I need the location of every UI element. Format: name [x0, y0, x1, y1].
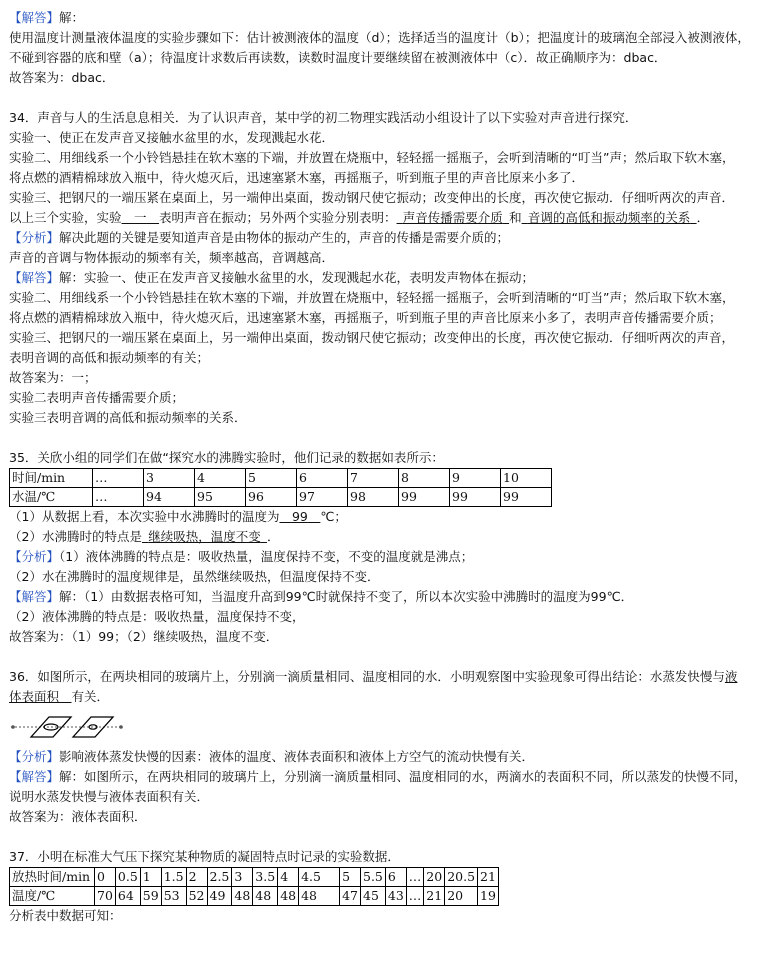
- table-cell: 6: [297, 469, 348, 488]
- table-row: [10, 469, 552, 488]
- table-row: [10, 488, 552, 507]
- q34-fenxi-line-1: 【分析】解决此题的关键是要知道声音是由物体的振动产生的，声音的传播是需要介质的；: [9, 230, 510, 245]
- table-cell: 5.5: [361, 868, 386, 887]
- q35-blank-2: 继续吸热，温度不变: [148, 529, 261, 544]
- table-cell: 3: [232, 868, 253, 887]
- q35-jieda-2: （2）液体沸腾的特点是：吸收热量，温度保持不变，: [9, 609, 305, 624]
- table-cell: 99: [450, 488, 501, 507]
- document-page: [9, 8, 767, 926]
- q34-line-2: 实验二、用细线系一个小铃铛悬挂在软木塞的下端，并放置在烧瓶中，轻轻摇一摇瓶子，会听到清晰的“叮当”声；然后取下软木塞，: [9, 150, 735, 165]
- q36-title-1: 36．如图所示，在两块相同的玻璃片上，分别滴一滴质量相同、温度相同的水．小明观察图中实验现象可得出结论：水蒸发快慢与液: [9, 669, 738, 684]
- table-cell: 10: [501, 469, 552, 488]
- table-cell: 9: [450, 469, 501, 488]
- table-cell: 0: [95, 868, 116, 887]
- q34-answer-3: 实验三表明音调的高低和振动频率的关系．: [9, 410, 247, 425]
- table-cell: 45: [361, 887, 386, 906]
- table-cell: 52: [186, 887, 207, 906]
- fenxi-tag: 【分析】: [9, 549, 60, 564]
- q35-fenxi-2: （2）水在沸腾时的温度规律是，虽然继续吸热，但温度保持不变．: [9, 569, 380, 584]
- table-cell: 95: [195, 488, 246, 507]
- table-cell: 19: [478, 887, 499, 906]
- q35-data-table: [9, 468, 552, 507]
- q34-jieda-line-5: 表明音调的高低和振动频率的有关；: [9, 350, 210, 365]
- table-cell: 99: [399, 488, 450, 507]
- q34-line-3: 将点燃的酒精棉球放入瓶中，待火熄灭后，迅速塞紧木塞，再摇瓶子，听到瓶子里的声音比原来小多了．: [9, 170, 585, 185]
- table-cell: 4: [278, 868, 299, 887]
- table-cell: 59: [140, 887, 161, 906]
- dot-left: [11, 725, 15, 729]
- table-row: [10, 887, 499, 906]
- table-cell: 99: [501, 488, 552, 507]
- table-cell: 64: [115, 887, 140, 906]
- table-cell: 48: [299, 887, 340, 906]
- table-cell: 94: [144, 488, 195, 507]
- q34-fenxi-line-2: 声音的音调与物体振动的频率有关，频率越高，音调越高．: [9, 250, 335, 265]
- table-cell: 97: [297, 488, 348, 507]
- table-cell: 水温/℃: [10, 488, 93, 507]
- table-cell: 21: [478, 868, 499, 887]
- table-cell: 温度/℃: [10, 887, 95, 906]
- jieda-tag: 【解答】: [9, 270, 60, 285]
- table-cell: 48: [232, 887, 253, 906]
- table-cell: 4: [195, 469, 246, 488]
- q33-jieda-line: [9, 8, 767, 28]
- table-cell: 8: [399, 469, 450, 488]
- q37-tail: 分析表中数据可知：: [9, 908, 122, 923]
- table-cell: 4.5: [299, 868, 340, 887]
- q36-answer: 故答案为：液体表面积．: [9, 809, 147, 824]
- q34-jieda-line-4: 实验三、把钢尺的一端压紧在桌面上，另一端伸出桌面，拨动钢尺使它振动；改变伸出的长度，再次使它振动．仔细听两次的声音，: [9, 330, 735, 345]
- table-row: [10, 868, 499, 887]
- table-cell: …: [93, 469, 144, 488]
- table-cell: 49: [207, 887, 232, 906]
- table-cell: 1.5: [161, 868, 186, 887]
- table-cell: …: [406, 887, 424, 906]
- table-cell: 43: [385, 887, 406, 906]
- q34-jieda-line-3: 将点燃的酒精棉球放入瓶中，待火熄灭后，迅速塞紧木塞，再摇瓶子，听到瓶子里的声音比原来小多了，表明声音传播需要介质；: [9, 310, 722, 325]
- q33-line-1: 使用温度计测量液体温度的实验步骤如下：估计被测液体的温度（d）；选择适当的温度计（b）；把温度计的玻璃泡全部浸入被测液体，: [9, 30, 750, 45]
- table-cell: 时间/min: [10, 469, 93, 488]
- q36-jieda-2: 说明水蒸发快慢与液体表面积有关．: [9, 789, 210, 804]
- q34-answer-1: 故答案为：一；: [9, 370, 97, 385]
- jieda-tag: 【解答】: [9, 589, 60, 604]
- q37-data-table: [9, 867, 499, 906]
- q36-blank-a: 液: [724, 669, 738, 684]
- q35-title: 35．关欣小组的同学们在做“探究水的沸腾实验时，他们记录的数据如表所示：: [9, 450, 444, 465]
- q34-jieda-line-1: 【解答】解：实验一、使正在发声音叉接触水盆里的水，发现溅起水花，表明发声物体在振动；: [9, 270, 535, 285]
- q33-answer: 故答案为：dbac．: [9, 70, 115, 85]
- q34-blank-3: 音调的高低和振动频率的关系: [527, 210, 691, 225]
- table-cell: 3: [144, 469, 195, 488]
- table-cell: 5: [340, 868, 361, 887]
- fenxi-tag: 【分析】: [9, 230, 60, 245]
- table-cell: …: [93, 488, 144, 507]
- table-cell: 70: [95, 887, 116, 906]
- jieda-tag: 【解答】: [9, 769, 60, 784]
- table-cell: 20: [445, 887, 478, 906]
- jieda-lead: 解：: [59, 10, 85, 25]
- q35-jieda-1: 【解答】解：（1）由数据表格可知，当温度升高到99℃时就保持不变了，所以本次实验中沸腾时的温度为99℃．: [9, 589, 634, 604]
- table-cell: 48: [278, 887, 299, 906]
- q35-answer: 故答案为：（1）99；（2）继续吸热，温度不变．: [9, 629, 279, 644]
- q36-jieda-1: 【解答】解：如图所示，在两块相同的玻璃片上，分别滴一滴质量相同、温度相同的水，两滴水的表面积不同，所以蒸发的快慢不同，: [9, 769, 747, 784]
- glass-plates-figure: [9, 707, 129, 747]
- q35-blank-1: 99: [291, 509, 308, 524]
- table-cell: 1: [140, 868, 161, 887]
- table-cell: 53: [161, 887, 186, 906]
- q34-blank-1: 一: [134, 210, 147, 225]
- jieda-tag: 【解答】: [9, 10, 60, 25]
- q34-sum-pre: 以上三个实验，实验: [9, 210, 122, 225]
- q35-sub-2: （2）水沸腾时的特点是 继续吸热，温度不变 ．: [9, 529, 280, 544]
- table-cell: 47: [340, 887, 361, 906]
- table-cell: 7: [348, 469, 399, 488]
- q36-figure: [9, 707, 767, 747]
- q34-title: 34．声音与人的生活息息相关．为了认识声音，某中学的初二物理实践活动小组设计了以下实验对声音进行探究．: [9, 110, 638, 125]
- table-cell: 3.5: [253, 868, 278, 887]
- q35-fenxi-1: 【分析】（1）液体沸腾的特点是：吸收热量，温度保持不变，不变的温度就是沸点；: [9, 549, 474, 564]
- table-cell: 96: [246, 488, 297, 507]
- q34-jieda-line-2: 实验二、用细线系一个小铃铛悬挂在软木塞的下端，并放置在烧瓶中，轻轻摇一摇瓶子，会听到清晰的“叮当”声；然后取下软木塞，: [9, 290, 735, 305]
- q34-sum-mid2: 和: [509, 210, 522, 225]
- q37-title: 37．小明在标准大气压下探究某种物质的凝固特点时记录的实验数据．: [9, 849, 400, 864]
- table-cell: 5: [246, 469, 297, 488]
- q36-blank-b: 体表面积: [9, 689, 60, 704]
- q36-title-2: 体表面积 有关．: [9, 689, 110, 704]
- q34-summary: [9, 208, 767, 228]
- table-cell: 20.5: [445, 868, 478, 887]
- table-cell: …: [406, 868, 424, 887]
- q35-sub-1: （1）从数据上看，本次实验中水沸腾时的温度为 99 ℃；: [9, 509, 347, 524]
- table-cell: 2.5: [207, 868, 232, 887]
- q34-line-4: 实验三、把钢尺的一端压紧在桌面上，另一端伸出桌面，拨动钢尺使它振动；改变伸出的长度，再次使它振动．仔细听两次的声音．: [9, 190, 735, 205]
- q36-fenxi: 【分析】影响液体蒸发快慢的因素：液体的温度、液体表面积和液体上方空气的流动快慢有关．: [9, 749, 535, 764]
- table-cell: 6: [385, 868, 406, 887]
- q34-blank-2: 声音传播需要介质: [402, 210, 503, 225]
- q34-sum-mid1: 表明声音在振动；另外两个实验分别表明：: [159, 210, 397, 225]
- dot-right: [119, 725, 123, 729]
- table-cell: 20: [424, 868, 445, 887]
- q33-line-2: 不碰到容器的底和壁（a）；待温度计求数后再读数，读数时温度计要继续留在被测液体中（c）．故正确顺序为：dbac．: [9, 50, 667, 65]
- q34-line-1: 实验一、使正在发声音叉接触水盆里的水，发现溅起水花．: [9, 130, 335, 145]
- table-cell: 98: [348, 488, 399, 507]
- table-cell: 48: [253, 887, 278, 906]
- q34-sum-end: ．: [696, 210, 710, 225]
- table-cell: 21: [424, 887, 445, 906]
- fenxi-tag: 【分析】: [9, 749, 60, 764]
- table-cell: 放热时间/min: [10, 868, 95, 887]
- table-cell: 2: [186, 868, 207, 887]
- q34-answer-2: 实验二表明声音传播需要介质；: [9, 390, 185, 405]
- table-cell: 0.5: [115, 868, 140, 887]
